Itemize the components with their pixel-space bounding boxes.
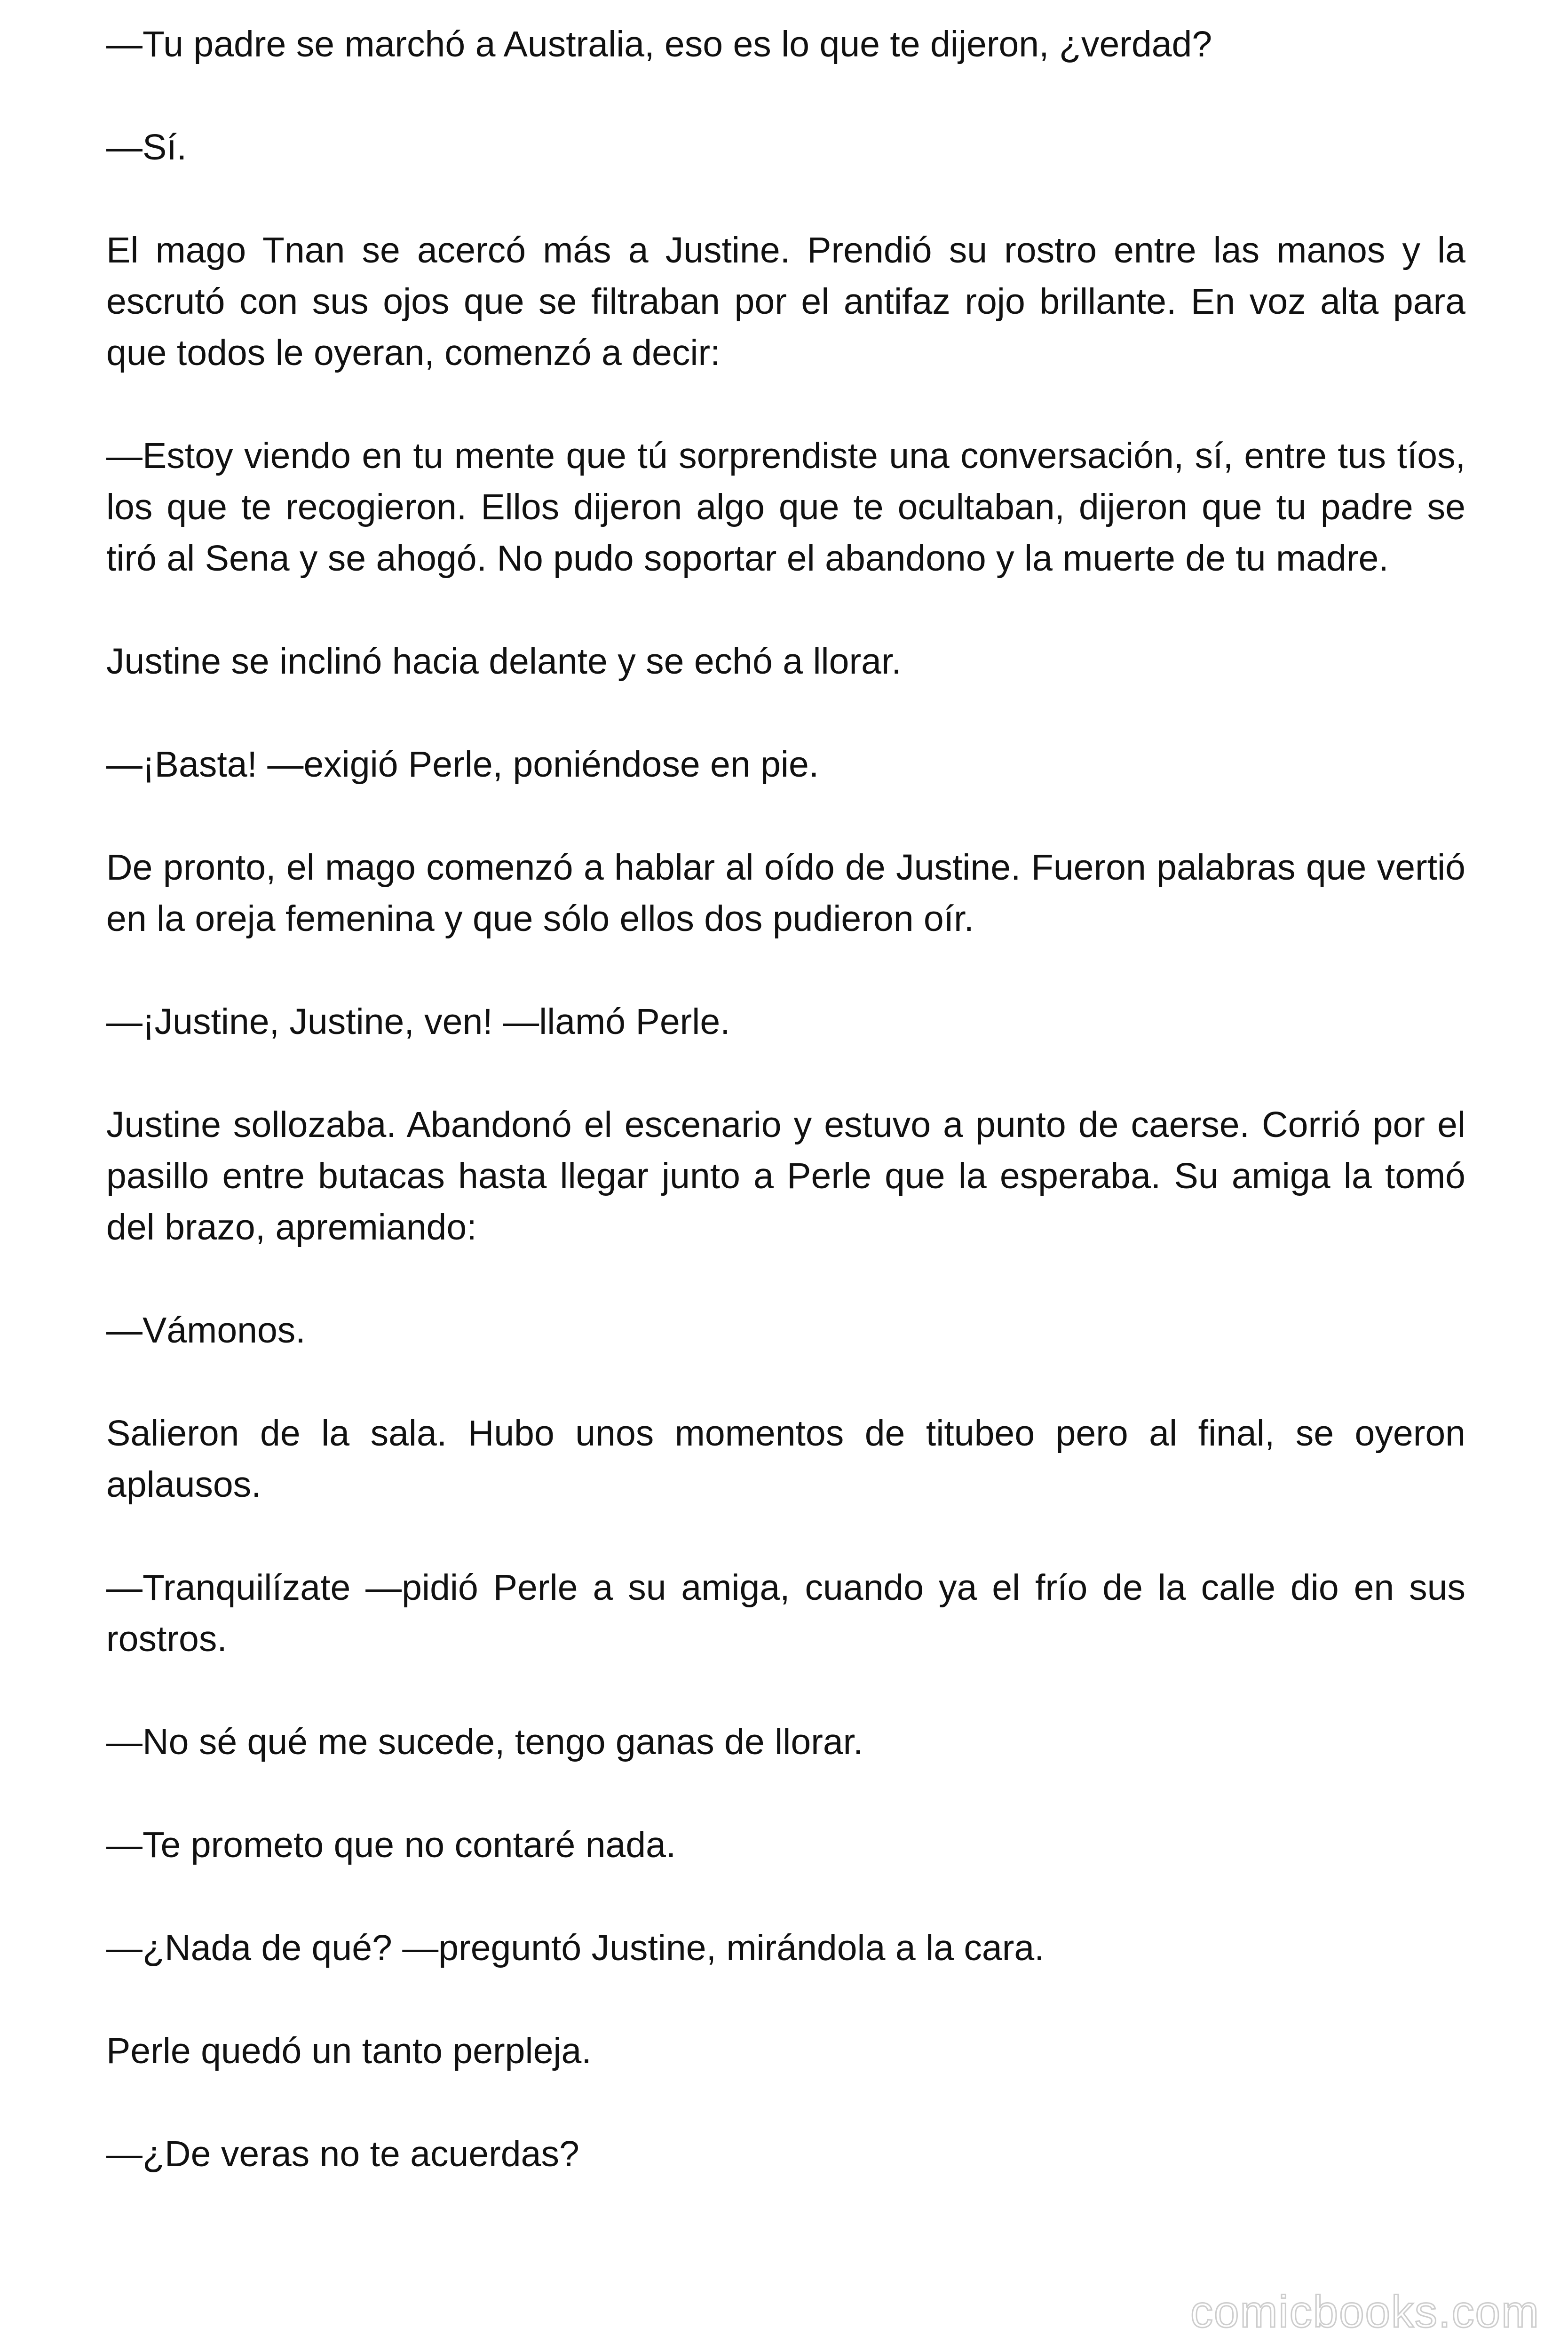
paragraph-7: De pronto, el mago comenzó a hablar al oído de Justine. Fueron palabras que vertió en la oreja femenina y que sólo ellos dos pudieron oír. [106,847,1465,939]
document-body [106,19,1465,2180]
paragraph-5: Justine se inclinó hacia delante y se echó a llorar. [106,641,902,682]
paragraph-10: —Vámonos. [106,1310,306,1351]
paragraph-16: Perle quedó un tanto perpleja. [106,2031,592,2071]
paragraph-12: —Tranquilízate —pidió Perle a su amiga, cuando ya el frío de la calle dio en sus rostros. [106,1567,1465,1659]
watermark: comicbooks.com [1190,2287,1540,2337]
paragraph-11: Salieron de la sala. Hubo unos momentos de titubeo pero al final, se oyeron aplausos. [106,1413,1465,1505]
paragraph-15: —¿Nada de qué? —preguntó Justine, mirándola a la cara. [106,1928,1045,1968]
paragraph-4: —Estoy viendo en tu mente que tú sorprendiste una conversación, sí, entre tus tíos, los que te recogieron. Ellos dijeron algo que te ocultaban, dijeron que tu padre se tiró al Sena y se ahogó. No pudo soportar el abandono y la muerte de tu madre. [106,436,1465,579]
paragraph-2: —Sí. [106,127,187,167]
paragraph-6: —¡Basta! —exigió Perle, poniéndose en pie. [106,744,819,785]
paragraph-3: El mago Tnan se acercó más a Justine. Prendió su rostro entre las manos y la escrutó con sus ojos que se filtraban por el antifaz rojo brillante. En voz alta para que todos le oyeran, comenzó a decir: [106,230,1465,373]
paragraph-17: —¿De veras no te acuerdas? [106,2134,579,2174]
paragraph-13: —No sé qué me sucede, tengo ganas de llorar. [106,1722,863,1762]
paragraph-14: —Te prometo que no contaré nada. [106,1825,676,1865]
paragraph-8: —¡Justine, Justine, ven! —llamó Perle. [106,1001,730,1042]
paragraph-1: —Tu padre se marchó a Australia, eso es lo que te dijeron, ¿verdad? [106,24,1212,64]
paragraph-9: Justine sollozaba. Abandonó el escenario y estuvo a punto de caerse. Corrió por el pasillo entre butacas hasta llegar junto a Perle que la esperaba. Su amiga la tomó del brazo, apremiando: [106,1104,1465,1248]
